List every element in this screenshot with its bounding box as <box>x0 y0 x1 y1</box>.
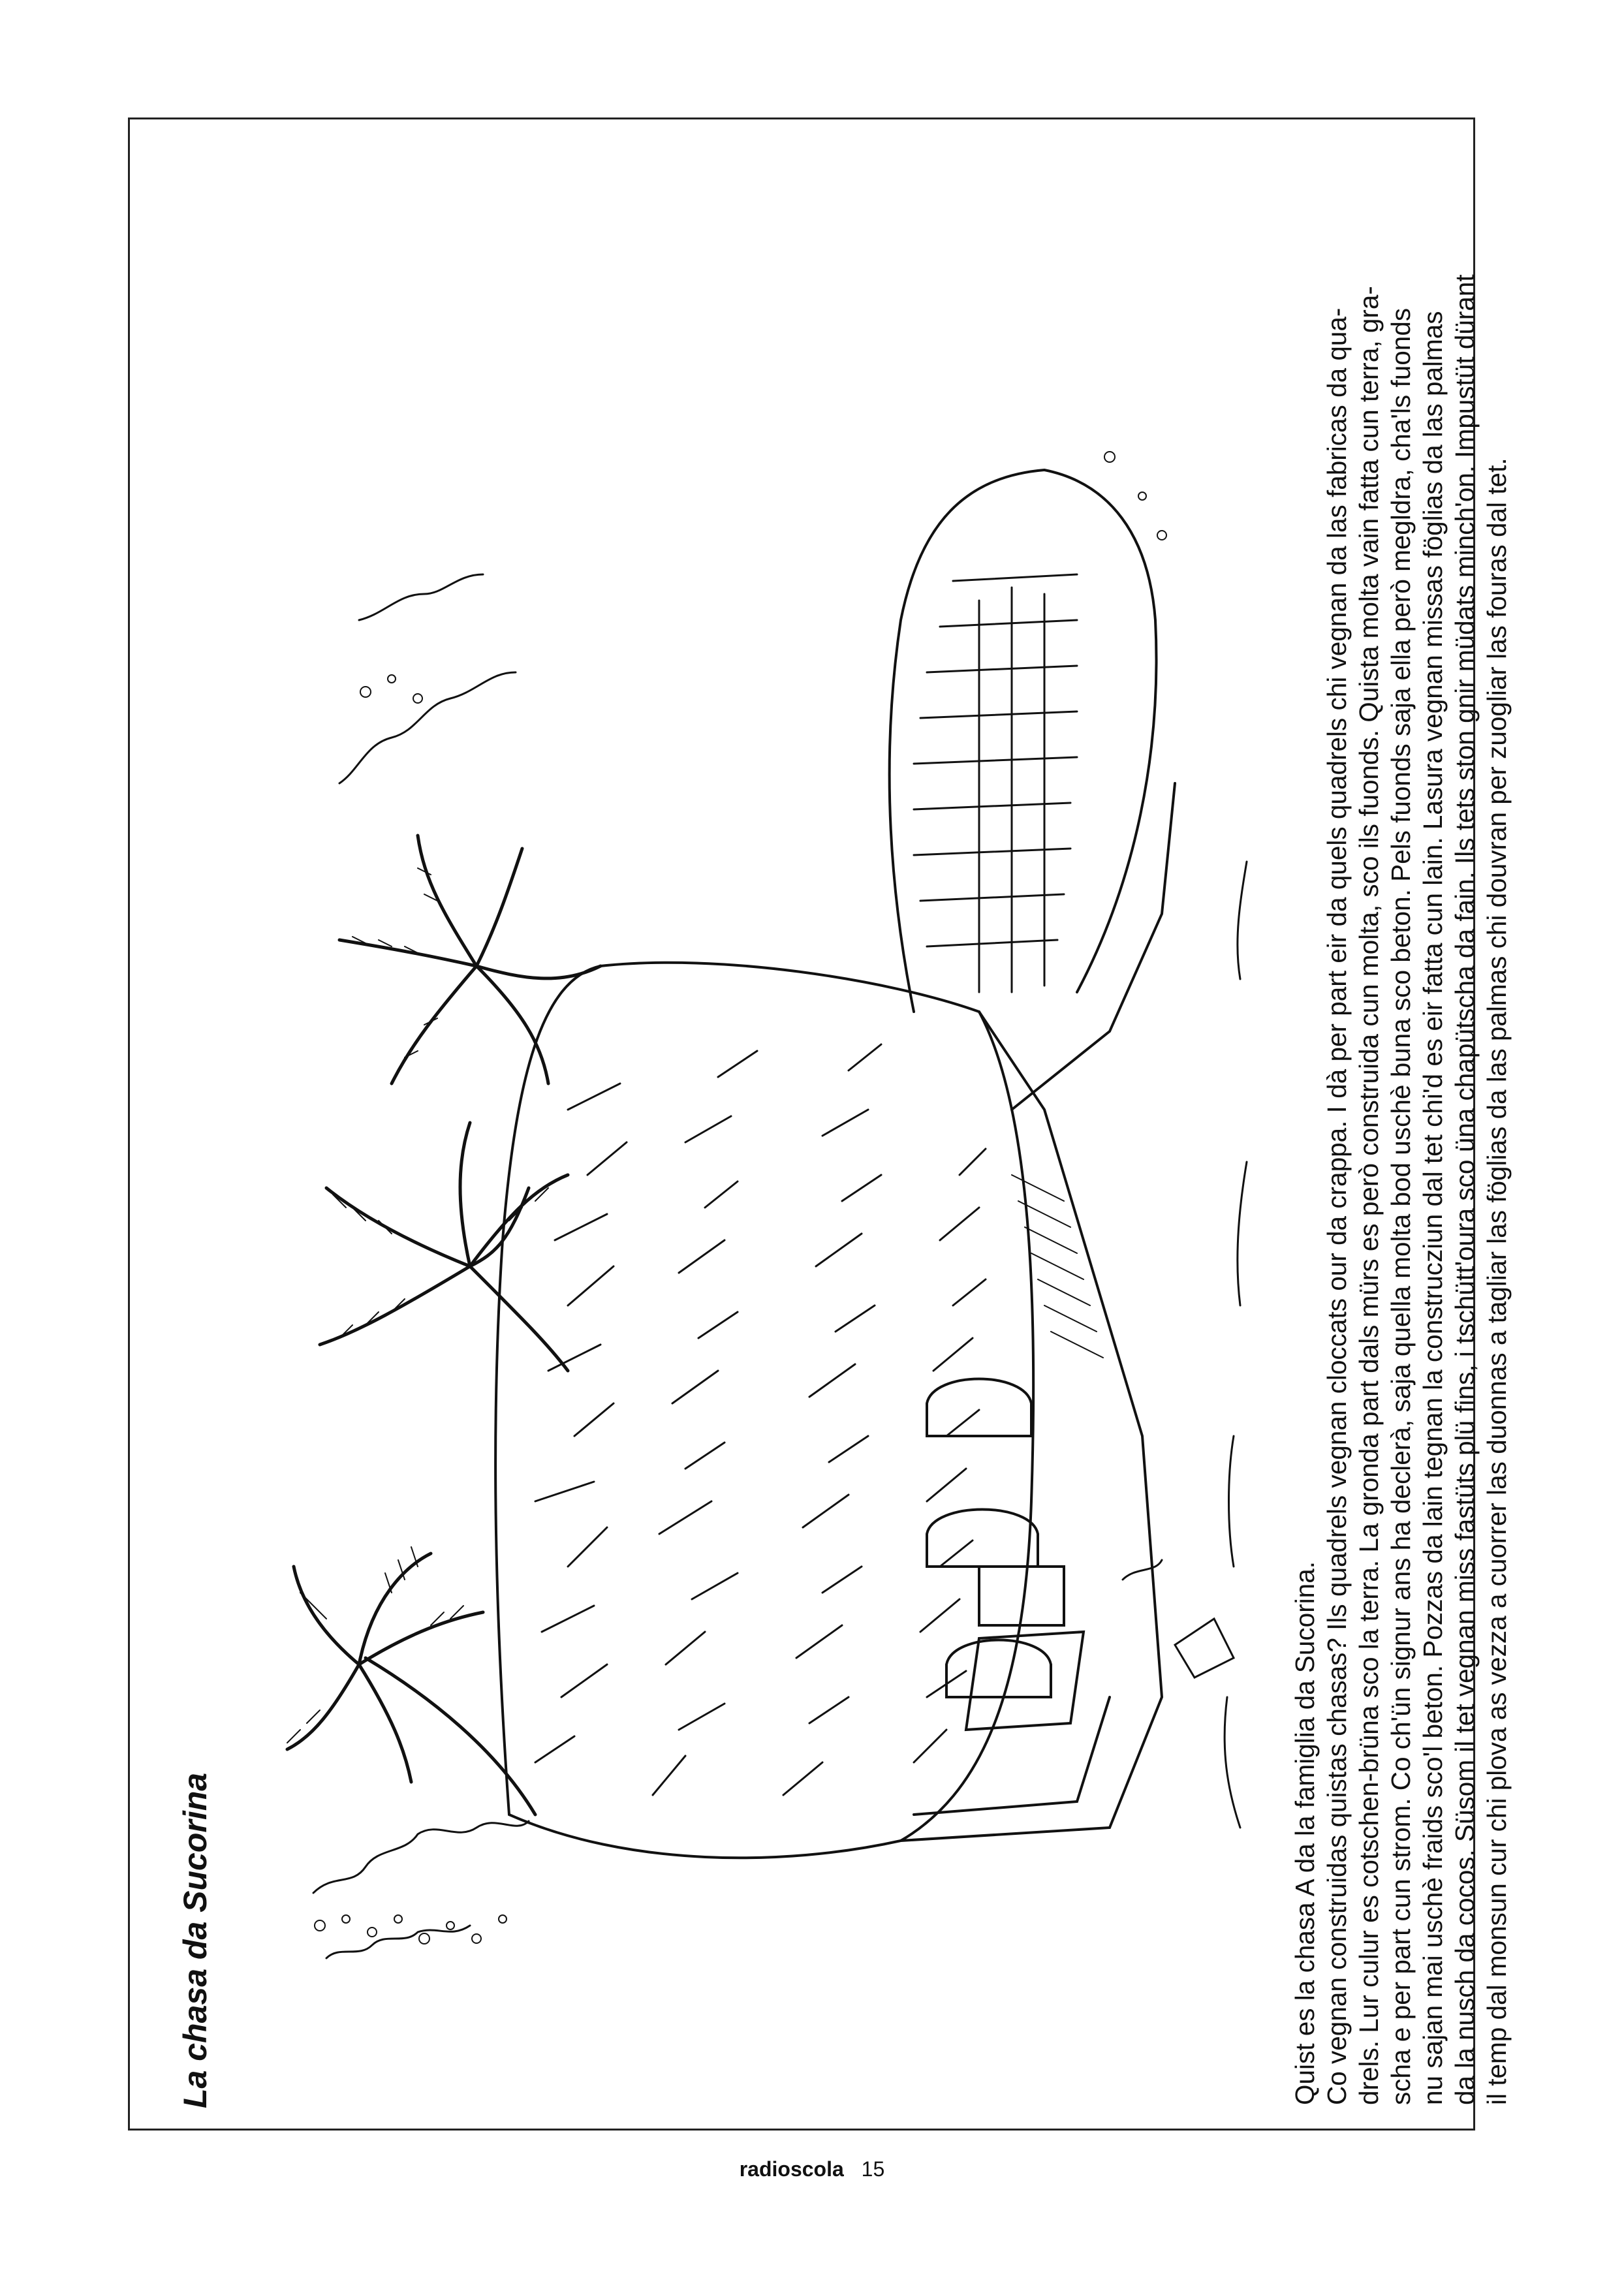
page-footer <box>0 2157 1624 2181</box>
paragraph-line: Co vegnan construidas quistas chasas? Ils quadrels vegnan cloccats our da crappa. I dà per part eir da quels quadrels chi vegnan da las fabricas da qua- <box>1322 307 1352 2105</box>
article-body <box>1289 140 1513 2105</box>
paragraph-line: Quist es la chasa A da la famiglia da Sucorina. <box>1290 1561 1320 2105</box>
hut-illustration <box>261 196 1279 2063</box>
paragraph-line: da la nusch da cocos. Süsom il tet vegnan miss fastüts plü fins, i tschütt'oura sco üna chapütscha da fain. Ils tets ston gnir müdats minch'on. Impustüt dürant <box>1450 274 1480 2105</box>
paragraph-line: nu sajan mai uschè fraids sco'l beton. Pozzas da lain tegnan la construcziun dal tet chi'd es eir fatta cun lain. Lasura vegnan missas föglias da las palmas <box>1418 311 1448 2105</box>
paragraph-line: scha e per part cun strom. Co ch'ün signur ans ha declerà, saja quella molta bod uschè buna sco beton. Pels fuonds saja ella però megldra, cha'ls fuonds <box>1386 307 1416 2105</box>
article-title: La chasa da Sucorina <box>177 1772 213 2108</box>
paragraph-line: drels. Lur culur es cotschen-brüna sco la terra. La gronda part dals mürs es però construida cun molta, sco ils fuonds. Quista molta vain fatta cun terra, gra- <box>1354 286 1384 2105</box>
page-number: 15 <box>861 2157 885 2181</box>
paragraph-line: il temp dal monsun cur chi plova as vezza a cuorrer las duonnas a tagliar las föglias da las palmas chi douvran per zuogliar las fouras dal tet. <box>1482 458 1512 2105</box>
publication-name: radioscola <box>739 2157 844 2181</box>
